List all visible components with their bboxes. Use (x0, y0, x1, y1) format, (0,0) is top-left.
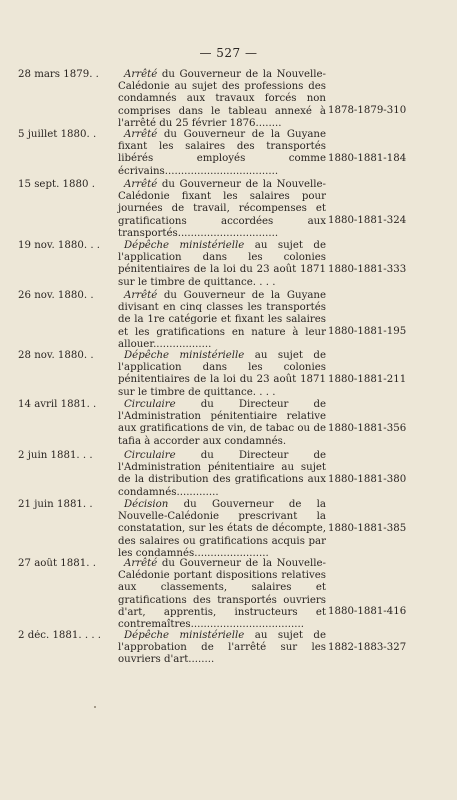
index-entry (18, 450, 448, 498)
entry-text: du Directeur de l'Administration pénitentiaire au sujet de la distribution des gratifications aux condamnés............. (118, 450, 326, 498)
entry-kind: Dépêche ministérielle (124, 350, 245, 361)
entry-kind: Arrêté (124, 179, 158, 190)
entry-date: 21 juin 1881. . (18, 499, 93, 510)
entry-text: du Gouverneur de la Nouvelle-Calédonie prescrivant la constatation, sur les états de décompte, des salaires ou gratifications acquis par les condamnés....................... (118, 499, 326, 559)
entry-text: du Gouverneur de la Nouvelle-Calédonie portant dispositions relatives aux classements, salaires et gratifications des transportés ouvriers d'art, apprentis, instructeurs et contremaîtres................................... (118, 558, 326, 631)
entry-kind: Dépêche ministérielle (124, 240, 245, 251)
entry-description (118, 290, 326, 351)
index-entry (18, 630, 448, 666)
entry-date: 2 déc. 1881. . . . (18, 630, 102, 641)
entry-text: du Gouverneur de la Guyane divisant en cinq classes les transportés de la 1re catégorie et fixant les salaires et les gratifications en nature à leur allouer.................. (118, 290, 326, 350)
entry-date: 26 nov. 1880. . (18, 290, 94, 301)
entry-reference: 1880-1881-333 (328, 264, 407, 275)
entry-reference: 1880-1881-416 (328, 606, 407, 617)
entry-reference: 1878-1879-310 (328, 105, 407, 116)
entry-kind: Arrêté (124, 129, 158, 140)
page-number: — 527 — (199, 46, 258, 60)
entry-description (118, 399, 326, 448)
entry-reference: 1880-1881-324 (328, 215, 407, 226)
entry-date: 5 juillet 1880. . (18, 129, 97, 140)
index-entry (18, 558, 448, 631)
entry-text: du Gouverneur de la Nouvelle-Calédonie au sujet des professions des condamnés aux travaux forcés non comprises dans le tableau annexé à l'arrêté du 25 février 1876........ (118, 69, 326, 129)
entry-text: au sujet de l'application dans les colonies pénitentiaires de la loi du 23 août 1871 sur le timbre de quittance. . . . (118, 350, 326, 398)
entry-text: au sujet de l'approbation de l'arrêté sur les ouvriers d'art........ (118, 630, 326, 666)
index-entry (18, 499, 448, 559)
entry-reference: 1880-1881-184 (328, 153, 407, 164)
entry-date: 27 août 1881. . (18, 558, 96, 569)
entry-reference: 1880-1881-211 (328, 374, 407, 385)
entry-kind: Décision (124, 499, 169, 510)
entry-description (118, 129, 326, 178)
entry-kind: Circulaire (124, 450, 176, 461)
entry-description (118, 450, 326, 499)
entry-description (118, 69, 326, 130)
entry-reference: 1882-1883-327 (328, 642, 407, 653)
entry-kind: Dépêche ministérielle (124, 630, 245, 641)
entry-date: 19 nov. 1880. . . (18, 240, 101, 251)
paper-speck (94, 706, 96, 708)
entry-kind: Arrêté (124, 290, 158, 301)
entry-kind: Arrêté (124, 558, 158, 569)
entry-date: 14 avril 1881. . (18, 399, 97, 410)
entry-description (118, 558, 326, 631)
entry-text: du Gouverneur de la Nouvelle-Calédonie fixant les salaires pour journées de travail, récompenses et gratifications accordées aux transportés............................... (118, 179, 326, 239)
entry-text: au sujet de l'application dans les colonies pénitentiaires de la loi du 23 août 1871 sur le timbre de quittance. . . . (118, 240, 326, 288)
entry-date: 28 mars 1879. . (18, 69, 99, 80)
entry-description (118, 499, 326, 560)
index-entry (18, 350, 448, 398)
index-entry (18, 129, 448, 177)
entry-description (118, 179, 326, 240)
index-entry (18, 290, 448, 350)
entry-kind: Circulaire (124, 399, 176, 410)
entry-reference: 1880-1881-380 (328, 474, 407, 485)
entry-description (118, 350, 326, 399)
index-entry (18, 69, 448, 129)
index-entry (18, 399, 448, 447)
entry-description (118, 630, 326, 667)
entry-reference: 1880-1881-385 (328, 523, 407, 534)
entry-kind: Arrêté (124, 69, 158, 80)
index-entry (18, 240, 448, 288)
entry-text: du Directeur de l'Administration pénitentiaire relative aux gratifications de vin, de tabac ou de tafia à accorder aux condamnés. (118, 399, 326, 447)
entry-reference: 1880-1881-195 (328, 326, 407, 337)
entry-text: du Gouverneur de la Guyane fixant les salaires des transportés libérés employés comme écrivains................................... (118, 129, 326, 177)
entry-date: 2 juin 1881. . . (18, 450, 93, 461)
entry-reference: 1880-1881-356 (328, 423, 407, 434)
entry-date: 15 sept. 1880 . (18, 179, 95, 190)
entry-description (118, 240, 326, 289)
index-entry (18, 179, 448, 239)
entry-date: 28 nov. 1880. . (18, 350, 94, 361)
